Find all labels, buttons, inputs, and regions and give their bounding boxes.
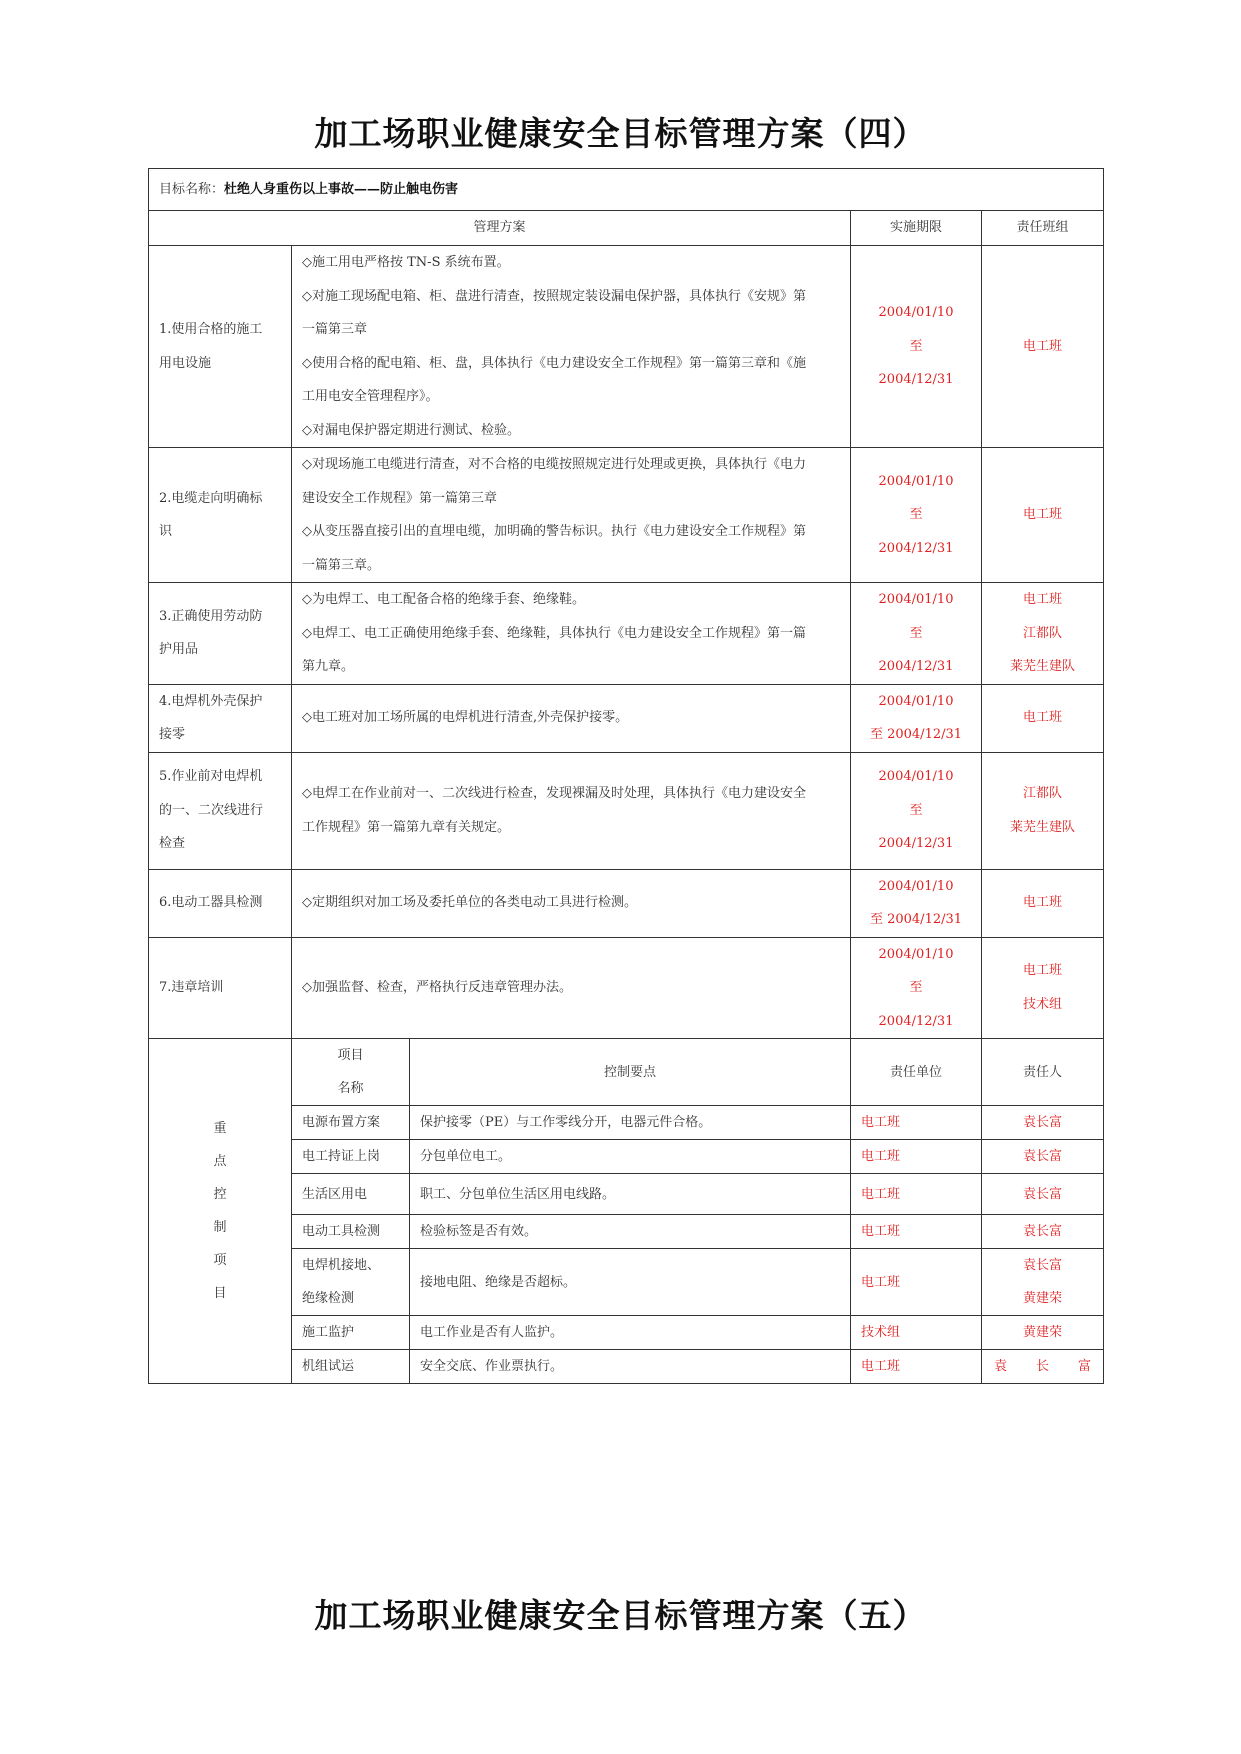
period-line: 至 xyxy=(909,625,923,641)
kp-header-control: 控制要点 xyxy=(410,1039,851,1106)
team-line: 电工班 xyxy=(1023,338,1063,354)
period-line: 2004/01/10 xyxy=(878,473,954,489)
team-line: 莱芜生建队 xyxy=(1010,819,1076,835)
side-label-char: 重 xyxy=(213,1121,227,1136)
item-line: 5.作业前对电焊机 xyxy=(159,769,263,785)
plan-row xyxy=(149,246,1104,448)
goal-cell xyxy=(149,169,1104,211)
team-line: 电工班 xyxy=(1023,710,1063,726)
plan-row xyxy=(149,684,1104,752)
period-line: 至 2004/12/31 xyxy=(869,727,963,742)
team-line: 莱芜生建队 xyxy=(1010,659,1076,674)
item-line: 检查 xyxy=(159,836,186,852)
kp-item-cell xyxy=(292,1140,410,1174)
kp-unit-cell: 电工班 xyxy=(851,1215,982,1249)
plan-cell xyxy=(292,583,851,685)
kp-item-cell xyxy=(292,1215,410,1249)
plan-line: ◇对施工现场配电箱、柜、盘进行清查，按照规定装设漏电保护器，具体执行《安规》第 xyxy=(302,288,806,304)
goal-row xyxy=(149,169,1104,211)
item-line: 用电设施 xyxy=(159,355,212,371)
kp-unit-cell: 电工班 xyxy=(851,1106,982,1140)
period-line: 至 2004/12/31 xyxy=(869,912,963,927)
item-cell xyxy=(149,752,292,869)
plan-row xyxy=(149,937,1104,1039)
plan-line: ◇施工用电严格按 TN-S 系统布置。 xyxy=(302,255,510,270)
key-point-row xyxy=(149,1249,1104,1316)
period-cell xyxy=(851,752,982,869)
management-plan-table xyxy=(148,168,1104,1384)
kp-item-line: 电源布置方案 xyxy=(302,1115,381,1130)
kp-unit-cell: 电工班 xyxy=(851,1140,982,1174)
kp-person-line: 袁长富 xyxy=(1023,1224,1063,1239)
plan-line: 工用电安全管理程序》。 xyxy=(302,389,439,404)
item-line: 2.电缆走向明确标 xyxy=(159,490,263,506)
kp-item-cell xyxy=(292,1316,410,1350)
kp-person-line: 袁长富 xyxy=(1023,1149,1063,1164)
kp-header-person: 责任人 xyxy=(982,1039,1104,1106)
kp-person-cell xyxy=(982,1350,1104,1384)
header-plan: 管理方案 xyxy=(149,211,851,246)
kp-person-cell xyxy=(982,1316,1104,1350)
item-cell xyxy=(149,684,292,752)
kp-unit-cell: 技术组 xyxy=(851,1316,982,1350)
key-point-row xyxy=(149,1350,1104,1384)
kp-person-spread xyxy=(992,1350,1093,1383)
side-label-char: 项 xyxy=(213,1253,227,1268)
kp-item-line: 电动工具检测 xyxy=(302,1224,381,1239)
item-cell xyxy=(149,869,292,937)
kp-person-cell xyxy=(982,1215,1104,1249)
kp-item-line: 电工持证上岗 xyxy=(302,1149,381,1164)
plan-line: ◇为电焊工、电工配备合格的绝缘手套、绝缘鞋。 xyxy=(302,592,585,607)
page-title: 加工场职业健康安全目标管理方案（四） xyxy=(314,114,927,153)
item-cell xyxy=(149,246,292,448)
period-line: 2004/12/31 xyxy=(878,659,954,674)
kp-header-item xyxy=(292,1039,410,1106)
team-cell xyxy=(982,937,1104,1039)
kp-person-char: 富 xyxy=(1078,1359,1092,1374)
goal-label: 目标名称： xyxy=(159,181,225,197)
period-cell xyxy=(851,246,982,448)
team-cell xyxy=(982,246,1104,448)
kp-control-cell: 保护接零（PE）与工作零线分开，电器元件合格。 xyxy=(410,1106,851,1140)
key-points-header-row xyxy=(149,1039,1104,1106)
period-line: 2004/01/10 xyxy=(878,878,954,894)
side-label-char: 目 xyxy=(213,1286,227,1301)
side-label-char: 点 xyxy=(213,1154,227,1169)
item-line: 6.电动工器具检测 xyxy=(159,895,263,911)
item-line: 的一、二次线进行 xyxy=(159,802,264,818)
key-point-row xyxy=(149,1215,1104,1249)
kp-control-cell: 安全交底、作业票执行。 xyxy=(410,1350,851,1384)
period-cell xyxy=(851,937,982,1039)
period-line: 2004/12/31 xyxy=(878,540,954,556)
plan-row xyxy=(149,448,1104,583)
plan-line: 一篇第三章。 xyxy=(302,557,381,573)
kp-unit-cell: 电工班 xyxy=(851,1350,982,1384)
kp-person-cell xyxy=(982,1140,1104,1174)
kp-person-char: 袁 xyxy=(994,1359,1008,1374)
kp-header-item-line: 名称 xyxy=(337,1081,364,1096)
key-point-row xyxy=(149,1316,1104,1350)
team-cell xyxy=(982,448,1104,583)
kp-unit-cell: 电工班 xyxy=(851,1174,982,1215)
plan-line: ◇对现场施工电缆进行清查，对不合格的电缆按照规定进行处理或更换，具体执行《电力 xyxy=(302,457,806,472)
period-line: 2004/01/10 xyxy=(878,693,954,709)
period-line: 至 xyxy=(909,338,923,354)
kp-control-cell: 分包单位电工。 xyxy=(410,1140,851,1174)
kp-control-cell: 职工、分包单位生活区用电线路。 xyxy=(410,1174,851,1215)
period-line: 2004/12/31 xyxy=(878,1013,954,1029)
period-line: 2004/12/31 xyxy=(878,836,954,852)
team-cell xyxy=(982,684,1104,752)
period-line: 至 xyxy=(909,980,923,995)
team-line: 江都队 xyxy=(1023,625,1063,641)
item-line: 3.正确使用劳动防 xyxy=(159,608,263,624)
plan-line: ◇定期组织对加工场及委托单位的各类电动工具进行检测。 xyxy=(302,895,637,911)
goal-value: 杜绝人身重伤以上事故——防止触电伤害 xyxy=(224,181,459,197)
kp-person-cell xyxy=(982,1174,1104,1215)
plan-line: 第九章。 xyxy=(302,659,355,674)
kp-item-line: 电焊机接地、 xyxy=(302,1258,381,1273)
plan-line: ◇对漏电保护器定期进行测试、检验。 xyxy=(302,422,520,438)
header-row xyxy=(149,211,1104,246)
team-line: 江都队 xyxy=(1023,786,1063,801)
item-line: 4.电焊机外壳保护 xyxy=(159,693,263,709)
plan-line: ◇加强监督、检查，严格执行反违章管理办法。 xyxy=(302,980,572,995)
kp-item-cell xyxy=(292,1106,410,1140)
item-cell xyxy=(149,583,292,685)
plan-cell xyxy=(292,752,851,869)
team-cell xyxy=(982,869,1104,937)
kp-control-cell: 接地电阻、绝缘是否超标。 xyxy=(410,1249,851,1316)
plan-line: ◇从变压器直接引出的直埋电缆，加明确的警告标识。执行《电力建设安全工作规程》第 xyxy=(302,524,806,539)
period-cell xyxy=(851,869,982,937)
plan-line: ◇电工班对加工场所属的电焊机进行清查,外壳保护接零。 xyxy=(302,710,629,726)
header-period: 实施期限 xyxy=(851,211,982,246)
kp-control-cell: 检验标签是否有效。 xyxy=(410,1215,851,1249)
plan-cell xyxy=(292,684,851,752)
item-line: 7.违章培训 xyxy=(159,980,224,995)
kp-person-cell xyxy=(982,1106,1104,1140)
period-line: 2004/01/10 xyxy=(878,769,954,785)
kp-item-cell xyxy=(292,1350,410,1384)
period-cell xyxy=(851,583,982,685)
item-line: 识 xyxy=(159,524,173,539)
key-point-row xyxy=(149,1174,1104,1215)
period-cell xyxy=(851,684,982,752)
plan-line: 一篇第三章 xyxy=(302,322,368,337)
team-line: 电工班 xyxy=(1023,895,1063,911)
side-label-char: 控 xyxy=(213,1187,227,1202)
kp-person-line: 袁长富 xyxy=(1023,1115,1063,1130)
kp-person-line: 袁长富 xyxy=(1023,1186,1063,1202)
item-cell xyxy=(149,937,292,1039)
plan-row xyxy=(149,869,1104,937)
key-points-side-label xyxy=(149,1039,292,1384)
key-point-row xyxy=(149,1106,1104,1140)
kp-header-item-line: 项目 xyxy=(337,1048,364,1063)
team-line: 电工班 xyxy=(1023,963,1063,979)
plan-row xyxy=(149,752,1104,869)
plan-line: 建设安全工作规程》第一篇第三章 xyxy=(302,490,498,506)
header-team: 责任班组 xyxy=(982,211,1104,246)
period-line: 2004/01/10 xyxy=(878,305,954,321)
kp-unit-cell: 电工班 xyxy=(851,1249,982,1316)
kp-person-cell xyxy=(982,1249,1104,1316)
team-line: 技术组 xyxy=(1023,996,1063,1012)
kp-person-line: 黄建荣 xyxy=(1023,1291,1063,1306)
plan-row xyxy=(149,583,1104,685)
kp-item-cell xyxy=(292,1174,410,1215)
kp-header-unit: 责任单位 xyxy=(851,1039,982,1106)
kp-item-line: 绝缘检测 xyxy=(302,1291,355,1306)
team-line: 电工班 xyxy=(1023,507,1063,523)
kp-person-char: 长 xyxy=(1036,1359,1050,1374)
team-cell xyxy=(982,752,1104,869)
team-cell xyxy=(982,583,1104,685)
plan-line: 工作规程》第一篇第九章有关规定。 xyxy=(302,819,511,835)
period-cell xyxy=(851,448,982,583)
period-line: 2004/01/10 xyxy=(878,592,954,607)
item-line: 1.使用合格的施工 xyxy=(159,322,263,337)
period-line: 2004/01/10 xyxy=(878,946,954,962)
kp-item-line: 生活区用电 xyxy=(302,1186,368,1202)
item-cell xyxy=(149,448,292,583)
kp-person-line: 袁长富 xyxy=(1023,1258,1063,1273)
kp-item-cell xyxy=(292,1249,410,1316)
plan-cell xyxy=(292,869,851,937)
plan-cell xyxy=(292,937,851,1039)
kp-person-line: 黄建荣 xyxy=(1023,1325,1063,1340)
key-point-row xyxy=(149,1140,1104,1174)
plan-cell xyxy=(292,448,851,583)
side-label-char: 制 xyxy=(213,1220,227,1235)
plan-line: ◇使用合格的配电箱、柜、盘，具体执行《电力建设安全工作规程》第一篇第三章和《施 xyxy=(302,355,806,371)
period-line: 至 xyxy=(909,507,923,523)
kp-item-line: 施工监护 xyxy=(302,1325,355,1340)
plan-line: ◇电焊工、电工正确使用绝缘手套、绝缘鞋，具体执行《电力建设安全工作规程》第一篇 xyxy=(302,625,806,641)
next-page-title: 加工场职业健康安全目标管理方案（五） xyxy=(314,1596,927,1635)
period-line: 至 xyxy=(909,802,923,818)
item-line: 接零 xyxy=(159,727,186,742)
plan-line: ◇电焊工在作业前对一、二次线进行检查，发现裸漏及时处理，具体执行《电力建设安全 xyxy=(302,786,806,801)
period-line: 2004/12/31 xyxy=(878,372,954,388)
kp-item-line: 机组试运 xyxy=(302,1359,355,1374)
plan-cell xyxy=(292,246,851,448)
team-line: 电工班 xyxy=(1023,592,1063,607)
item-line: 护用品 xyxy=(159,642,199,658)
kp-control-cell: 电工作业是否有人监护。 xyxy=(410,1316,851,1350)
